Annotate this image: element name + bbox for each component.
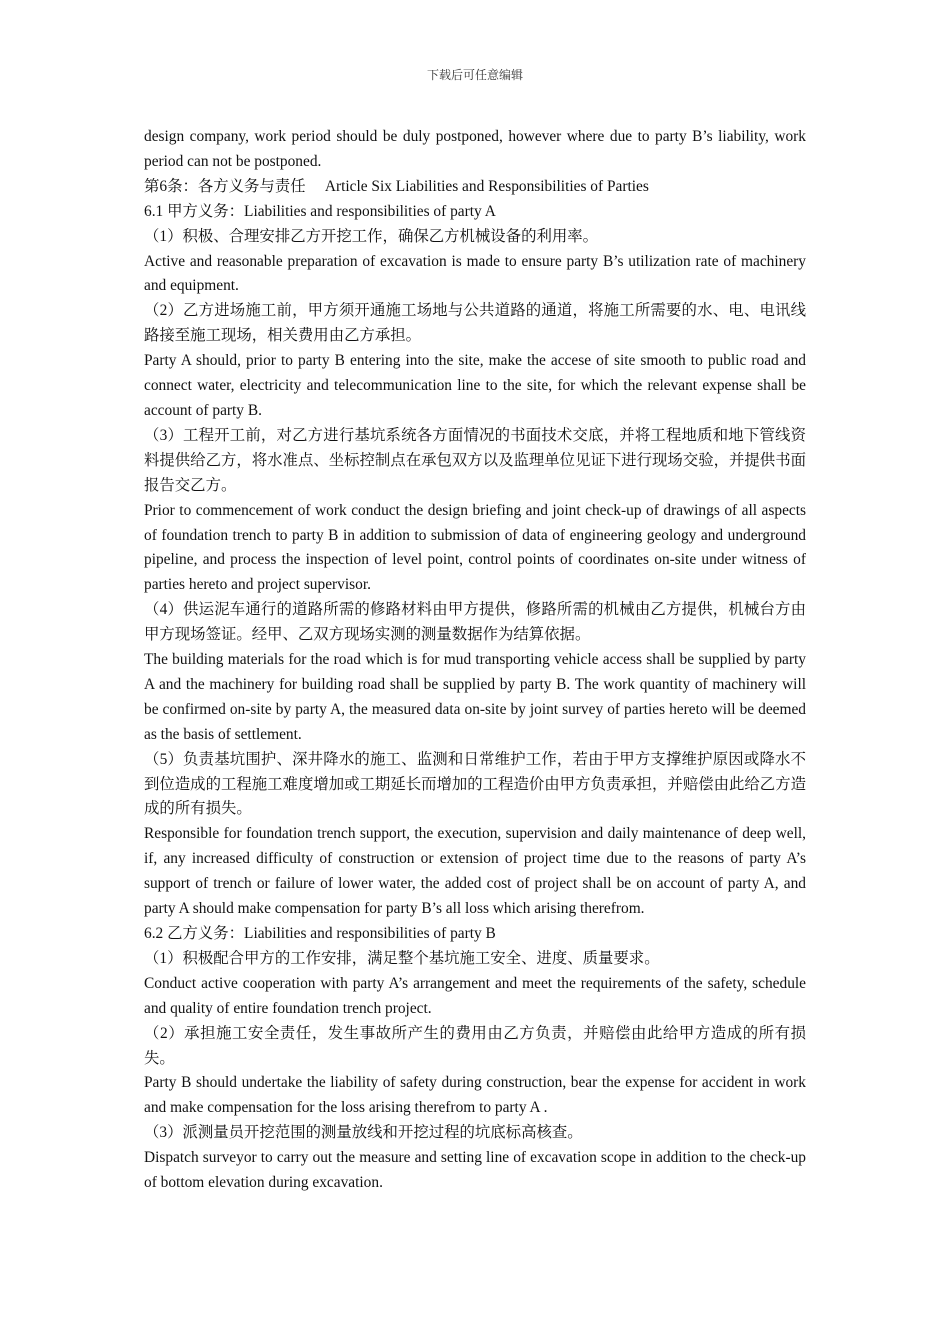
paragraph: design company, work period should be duly postponed, however where due to party B’s liability, work period can not be postponed. xyxy=(144,128,806,170)
page-header: 下载后可任意编辑 xyxy=(426,68,523,82)
paragraph: Party B should undertake the liability of safety during construction, bear the expense for accident in work and make compensation for the loss arising therefrom to party A . xyxy=(144,1074,806,1117)
paragraph: Dispatch surveyor to carry out the measure and setting line of excavation scope in addition to the check-up of bottom elevation during excavation. xyxy=(144,1149,806,1192)
paragraph: （1）积极、合理安排乙方开挖工作，确保乙方机械设备的利用率。 xyxy=(144,227,599,245)
paragraph: （3）工程开工前，对乙方进行基坑系统各方面情况的书面技术交底，并将工程地质和地下管线资料提供给乙方，将水准点、坐标控制点在承包双方以及监理单位见证下进行现场交验，并提供书面报告交乙方。 xyxy=(144,426,806,494)
paragraph: Prior to commencement of work conduct the design briefing and joint check-up of drawings of all aspects of foundation trench to party B in addition to submission of data of engineering geology and underground pipeline, and process the inspection of level point, control points of coordinates on-site under witness of parties hereto and project supervisor. xyxy=(144,501,806,594)
section-heading: 6.1 甲方义务：Liabilities and responsibilities of party A xyxy=(144,202,496,220)
paragraph: The building materials for the road which is for mud transporting vehicle access shall be supplied by party A and the machinery for building road shall be supplied by party B. The work quantity of machinery will be confirmed on-site by party A, the measured data on-site by joint survey of parties hereto will be deemed as the basis of settlement. xyxy=(144,651,806,743)
paragraph: Party A should, prior to party B entering into the site, make the accese of site smooth to public road and connect water, electricity and telecommunication line to the site, for which the relevant expense shall be account of party B. xyxy=(144,352,806,419)
paragraph: （2）乙方进场施工前，甲方须开通施工场地与公共道路的通道，将施工所需要的水、电、电讯线路接至施工现场，相关费用由乙方承担。 xyxy=(144,302,806,345)
paragraph: Conduct active cooperation with party A’s arrangement and meet the requirements of the safety, schedule and quality of entire foundation trench project. xyxy=(144,974,806,1017)
paragraph: （1）积极配合甲方的工作安排，满足整个基坑施工安全、进度、质量要求。 xyxy=(144,949,660,967)
paragraph: （2）承担施工安全责任，发生事故所产生的费用由乙方负责，并赔偿由此给甲方造成的所有损失。 xyxy=(144,1024,806,1067)
paragraph: Responsible for foundation trench support, the execution, supervision and daily maintenance of deep well, if, any increased difficulty of construction or extension of project time due to the reasons of party A’s support of trench or failure of lower water, the added cost of project shall be on account of party A, and party A should make compensation for party B’s all loss which arising therefrom. xyxy=(144,825,806,918)
paragraph: Active and reasonable preparation of excavation is made to ensure party B’s utilization rate of machinery and equipment. xyxy=(144,252,806,295)
paragraph: （3）派测量员开挖范围的测量放线和开挖过程的坑底标高核查。 xyxy=(144,1124,583,1142)
document-body xyxy=(144,125,806,1196)
article-heading: 第6条：各方义务与责任 Article Six Liabilities and Responsibilities of Parties xyxy=(144,177,649,195)
paragraph: （4）供运泥车通行的道路所需的修路材料由甲方提供，修路所需的机械由乙方提供，机械台方由甲方现场签证。经甲、乙双方现场实测的测量数据作为结算依据。 xyxy=(144,601,806,644)
paragraph: （5）负责基坑围护、深井降水的施工、监测和日常维护工作，若由于甲方支撑维护原因或降水不到位造成的工程施工难度增加或工期延长而增加的工程造价由甲方负责承担，并赔偿由此给乙方造成的所有损失。 xyxy=(144,750,806,818)
section-heading: 6.2 乙方义务：Liabilities and responsibilities of party B xyxy=(144,925,496,942)
